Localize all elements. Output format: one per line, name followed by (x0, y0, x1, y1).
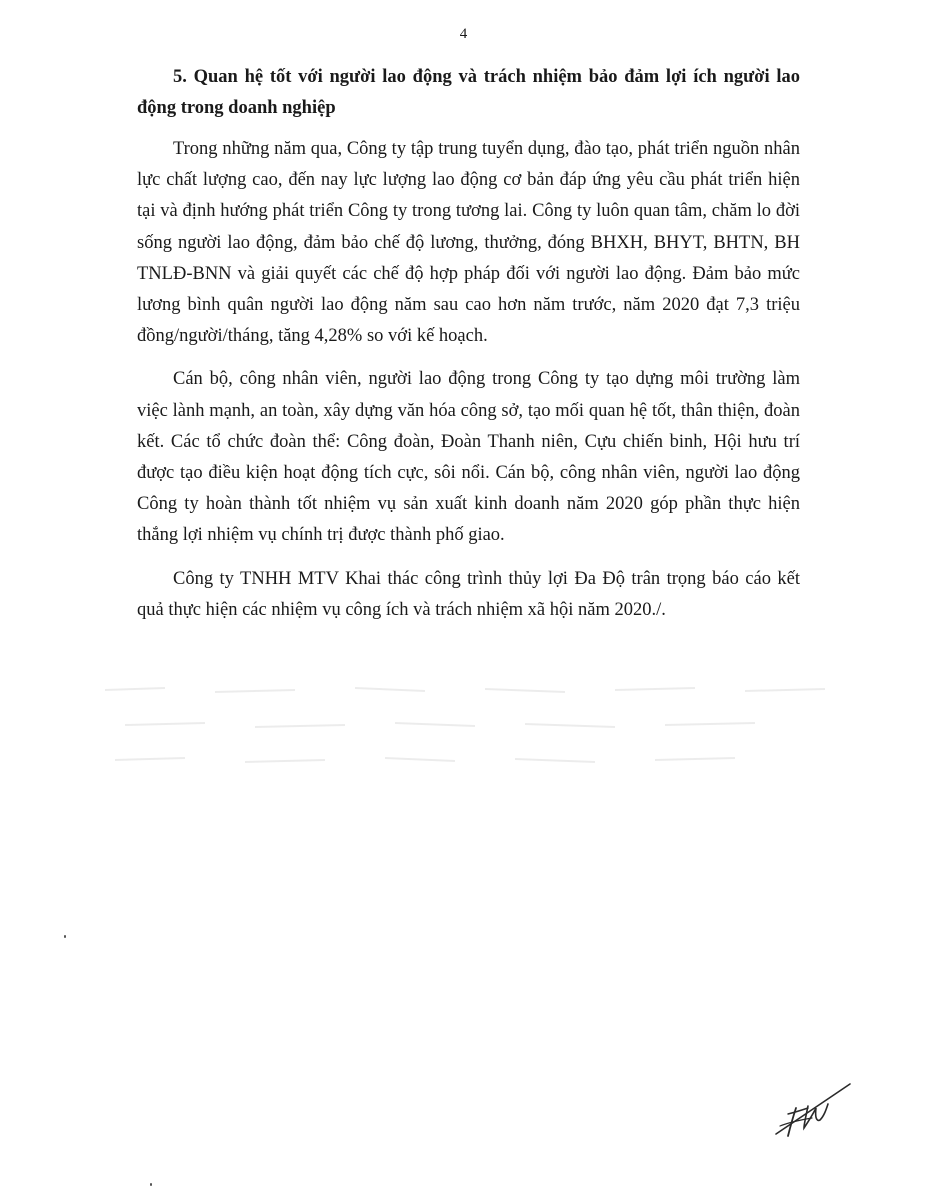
section-heading: 5. Quan hệ tốt với người lao động và trách nhiệm bảo đảm lợi ích người lao động trong doanh nghiệp (137, 67, 800, 118)
page-number: 4 (459, 26, 468, 42)
paragraph-closing-report: Công ty TNHH MTV Khai thác công trình thủy lợi Đa Độ trân trọng báo cáo kết quả thực hiện các nhiệm vụ công ích và trách nhiệm xã hội năm 2020./. (137, 568, 800, 620)
paragraph-work-environment: Cán bộ, công nhân viên, người lao động trong Công ty tạo dựng môi trường làm việc lành mạnh, an toàn, xây dựng văn hóa công sở, tạo mối quan hệ tốt, thân thiện, đoàn kết. Các tổ chức đoàn thể: Công đoàn, Đoàn Thanh niên, Cựu chiến binh, Hội hưu trí được tạo điều kiện hoạt động tích cực, sôi nổi. Cán bộ, công nhân viên, người lao động Công ty hoàn thành tốt nhiệm vụ sản xuất kinh doanh năm 2020 góp phần thực hiện thắng lợi nhiệm vụ chính trị được thành phố giao. (137, 369, 800, 546)
show-through-bleed (95, 670, 835, 790)
document-body (137, 62, 800, 638)
scan-speck (150, 1183, 152, 1186)
scan-speck (64, 935, 66, 938)
paragraph-workforce: Trong những năm qua, Công ty tập trung tuyển dụng, đào tạo, phát triển nguồn nhân lực chất lượng cao, đến nay lực lượng lao động cơ bản đáp ứng yêu cầu phát triển hiện tại và định hướng phát triển Công ty trong tương lai. Công ty luôn quan tâm, chăm lo đời sống người lao động, đảm bảo chế độ lương, thưởng, đóng BHXH, BHYT, BHTN, BH TNLĐ-BNN và giải quyết các chế độ hợp pháp đối với người lao động. Đảm bảo mức lương bình quân người lao động năm sau cao hơn năm trước, năm 2020 đạt 7,3 triệu đồng/người/tháng, tăng 4,28% so với kế hoạch. (137, 139, 800, 347)
signature-initials (770, 1078, 855, 1143)
